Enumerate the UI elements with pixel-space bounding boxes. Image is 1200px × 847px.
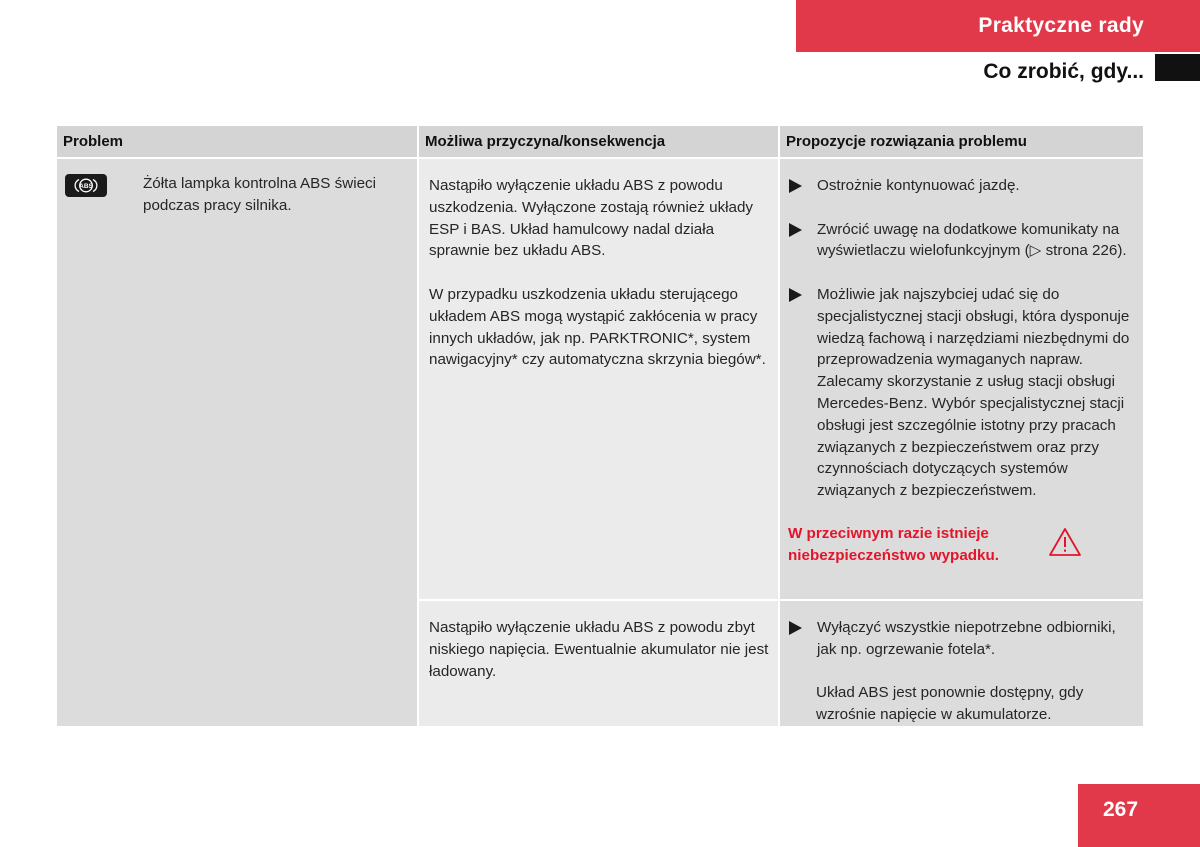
- section-marker: [1155, 54, 1200, 81]
- cause-column: [419, 159, 778, 726]
- column-header-cause: Możliwa przyczyna/konsekwencja: [419, 126, 778, 157]
- page-number: 267: [1078, 784, 1200, 847]
- warning-text: W przeciwnym razie istnieje niebezpieczeństwo wypadku.: [788, 524, 999, 564]
- solution-step: [788, 175, 1139, 197]
- section-tab: [796, 0, 1200, 52]
- solution-note: Układ ABS jest ponownie dostępny, gdy wzrośnie napięcie w akumulatorze.: [816, 684, 1084, 724]
- step-arrow-icon: [789, 621, 802, 635]
- step-arrow-icon: [789, 223, 802, 237]
- section-title: Praktyczne rady: [978, 14, 1144, 37]
- cause-paragraph: W przypadku uszkodzenia układu sterującego układem ABS mogą wystąpić zakłócenia w pracy innych układów, jak np. PARKTRONIC*, system nawigacyjny* czy automatyczna skrzynia biegów*.: [429, 285, 766, 369]
- solution-step: [788, 617, 1139, 661]
- warning-note: [788, 523, 1139, 567]
- solution-step-text: Zwrócić uwagę na dodatkowe komunikaty na wyświetlaczu wielofunkcyjnym (▷ strona 226).: [817, 220, 1127, 260]
- table-body: [57, 159, 1143, 726]
- cause-cell-2: [419, 601, 778, 726]
- problem-cell: [57, 159, 417, 726]
- problem-description: Żółta lampka kontrolna ABS świeci podczas pracy silnika.: [143, 175, 376, 214]
- cause-cell-1: [419, 159, 778, 599]
- solution-column: [780, 159, 1143, 726]
- step-arrow-icon: [789, 288, 802, 302]
- cause-paragraph: Nastąpiło wyłączenie układu ABS z powodu uszkodzenia. Wyłączone zostają również układy ESP i BAS. Układ hamulcowy nadal działa sprawnie bez układu ABS.: [429, 177, 754, 260]
- troubleshooting-table: [57, 126, 1143, 726]
- solution-cell-1: [780, 159, 1143, 599]
- solution-step-text: Możliwie jak najszybciej udać się do specjalistycznej stacji obsługi, która dysponuje wiedzą fachową i narzędziami niezbędnymi do przeprowadzenia wymaganych napraw. Zalecamy skorzystanie z usług stacji obsługi Mercedes-Benz. Wybór specjalistycznej stacji obsługi jest szczególnie istotny przy pracach związanych z bezpieczeństwem oraz przy czynnościach dotyczących systemów związanych z bezpieczeństwem.: [817, 285, 1130, 500]
- abs-lamp-label: ABS: [79, 183, 93, 190]
- subsection-title: Co zrobić, gdy...: [983, 60, 1144, 83]
- step-arrow-icon: [789, 179, 802, 193]
- solution-cell-2: [780, 601, 1143, 726]
- solution-step: [788, 219, 1139, 263]
- solution-step-text: Ostrożnie kontynuować jazdę.: [817, 177, 1020, 194]
- cause-paragraph: Nastąpiło wyłączenie układu ABS z powodu zbyt niskiego napięcia. Ewentualnie akumulator nie jest ładowany.: [429, 619, 769, 680]
- column-header-solution: Propozycje rozwiązania problemu: [780, 126, 1143, 157]
- solution-step-text: Wyłączyć wszystkie niepotrzebne odbiorniki, jak np. ogrzewanie fotela*.: [817, 619, 1116, 658]
- solution-step: [788, 284, 1139, 502]
- abs-warning-lamp-icon: [65, 174, 107, 197]
- warning-triangle-icon: [1048, 527, 1082, 557]
- table-header-row: [57, 126, 1143, 157]
- column-header-problem: Problem: [57, 126, 417, 157]
